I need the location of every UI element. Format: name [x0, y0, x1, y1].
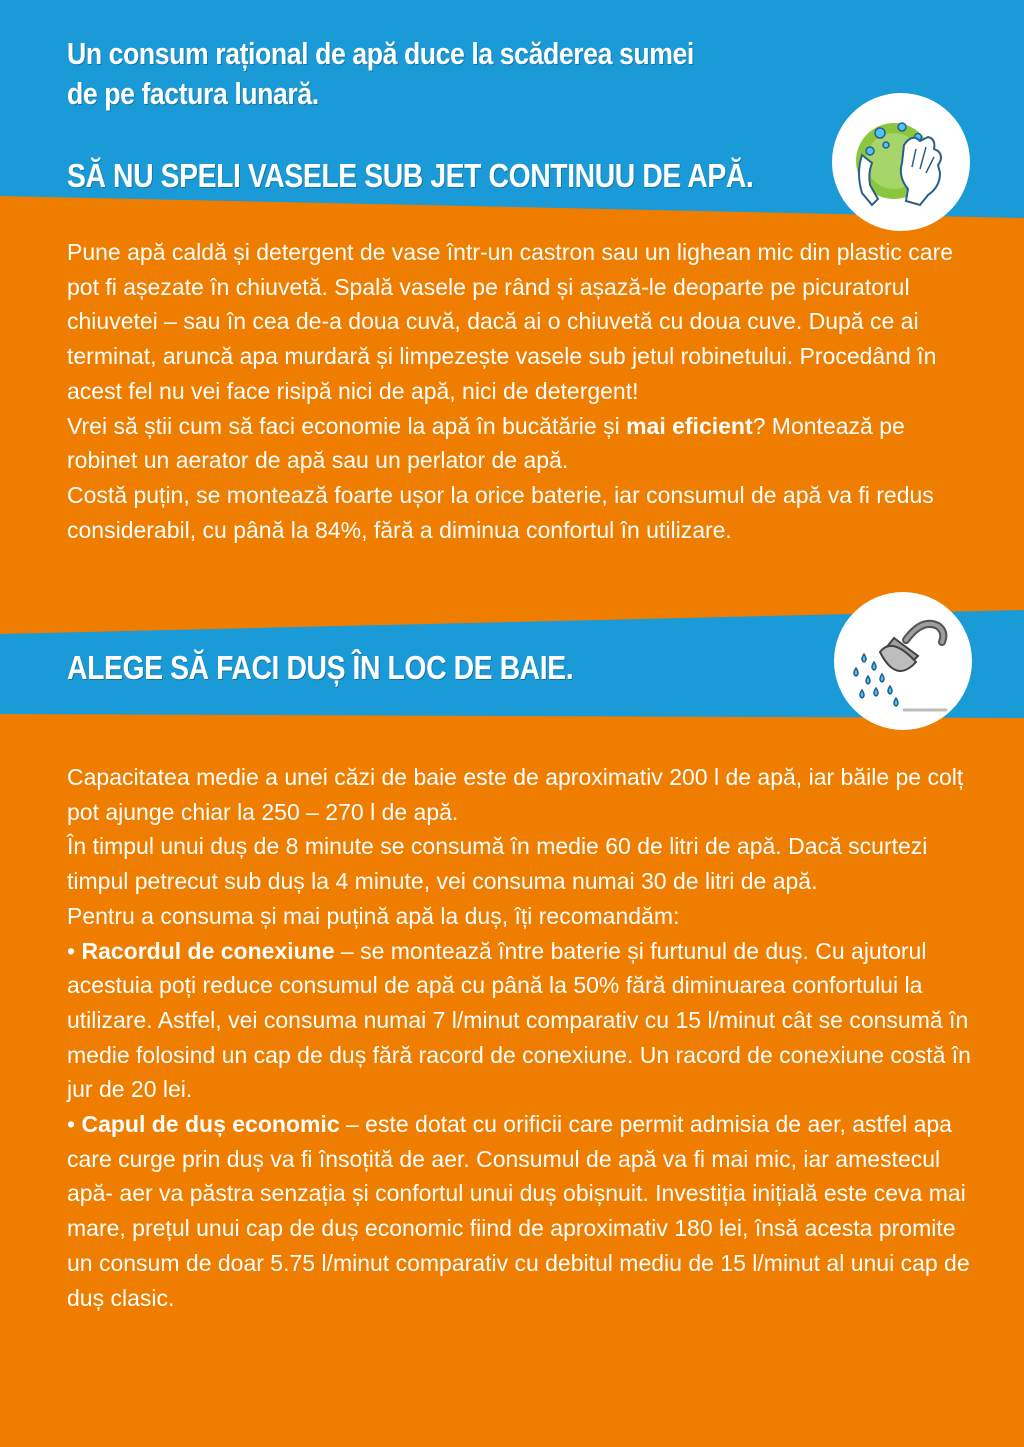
shower-section-title: ALEGE SĂ FACI DUȘ ÎN LOC DE BAIE.: [67, 649, 574, 686]
intro-heading: Un consum rațional de apă duce la scăderea sumei de pe factura lunară.: [67, 36, 694, 111]
shower-head-icon: [834, 592, 972, 730]
bullet-text: – se montează între baterie și furtunul de duș. Cu ajutorul acestuia poți reduce consumul de apă cu până la 50% fără diminuarea confortului la utilizare. Astfel, vei consuma numai 7 l/minut comparativ cu 15 l/minut cât se consumă în medie folosind un cap de duș fără racord de conexiune. Un racord de conexiune costă în jur de 20 lei.: [67, 937, 971, 1103]
bullet-bold-label: Capul de duș economic: [81, 1111, 340, 1138]
bullet-marker: •: [67, 937, 76, 964]
dishes-section-body: [67, 235, 977, 547]
bullet-marker: •: [67, 1111, 76, 1138]
shower-section-body: [67, 760, 977, 1315]
dishes-paragraph-1: Pune apă caldă și detergent de vase într-un castron sau un lighean mic din plastic care pot fi așezate în chiuvetă. Spală vasele pe rând și așază-le deoparte pe picuratorul chiuvetei – sau în cea de-a doua cuvă, dacă ai o chiuvetă cu doua cuve. După ce ai terminat, aruncă apa murdară și limpezește vasele sub jetul robinetului. Procedând în acest fel nu vei face risipă nici de apă, nici de detergent!: [67, 239, 954, 404]
bullet-item: [67, 934, 977, 1108]
dishes-p2-text-before: Vrei să știi cum să faci economie la apă în bucătărie și: [67, 412, 627, 439]
dishes-paragraph-2: [67, 409, 977, 478]
dishes-p2-bold: mai eficient: [626, 412, 753, 439]
bullet-item: [67, 1107, 977, 1315]
bullet-bold-label: Racordul de conexiune: [81, 937, 335, 964]
dishes-paragraph-3: Costă puțin, se montează foarte ușor la orice baterie, iar consumul de apă va fi redus considerabil, cu până la 84%, fără a diminua confortul în utilizare.: [67, 481, 934, 543]
shower-paragraph-1: Capacitatea medie a unei căzi de baie este de aproximativ 200 l de apă, iar băile pe colț pot ajunge chiar la 250 – 270 l de apă.: [67, 764, 964, 825]
bullet-text: – este dotat cu orificii care permit admisia de aer, astfel apa care curge prin duș va fi însoțită de aer. Consumul de apă va fi mai mic, iar amestecul apă- aer va păstra senzația și confortul unui duș obișnuit. Investiția inițială este ceva mai mare, prețul unui cap de duș economic fiind de aproximativ 180 lei, însă acesta promite un consum de doar 5.75 l/minut comparativ cu debitul mediu de 15 l/minut al unui cap de duș clasic.: [67, 1111, 970, 1311]
dishes-p2-text-after: ? Montează pe robinet un aerator de apă sau un perlator de apă.: [67, 412, 905, 474]
dishes-section-title: SĂ NU SPELI VASELE SUB JET CONTINUU DE APĂ.: [67, 157, 754, 194]
shower-paragraph-3: Pentru a consuma și mai puțină apă la duș, îți recomandăm:: [67, 902, 680, 929]
shower-paragraph-2: În timpul unui duș de 8 minute se consumă în medie 60 de litri de apă. Dacă scurtezi timpul petrecut sub duș la 4 minute, vei consuma numai 30 de litri de apă.: [67, 833, 928, 895]
dishwashing-gloves-icon: [832, 93, 970, 231]
